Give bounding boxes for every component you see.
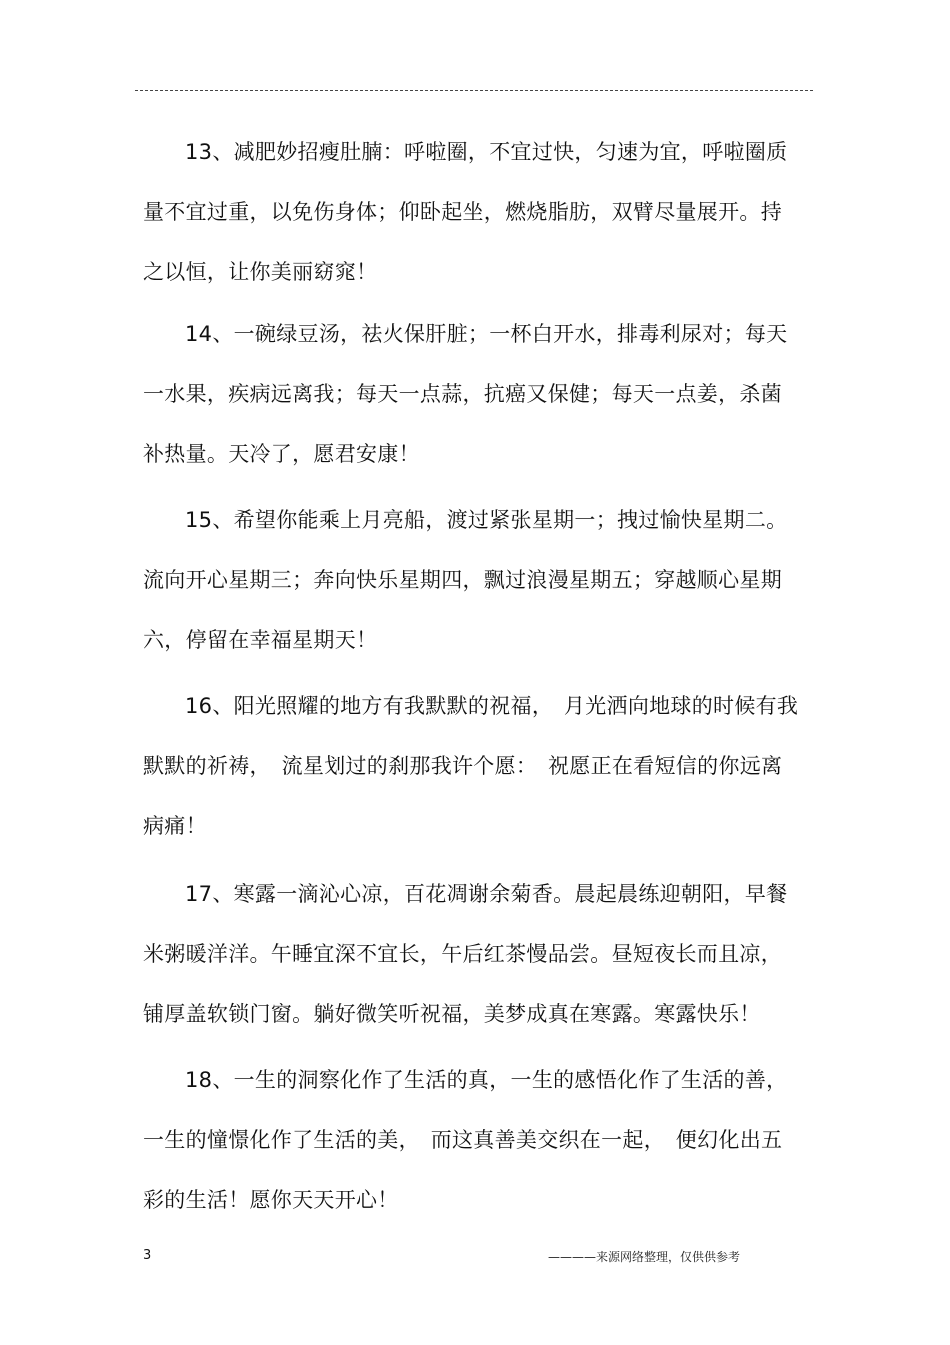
paragraph-17: 17、寒露一滴沁心凉，百花凋谢余菊香。晨起晨练迎朝阳，早餐米粥暖洋洋。午睡宜深不宜长，午后红茶慢品尝。昼短夜长而且凉，铺厚盖软锁门窗。躺好微笑听祝福，美梦成真在寒露。寒露快乐！ (143, 882, 788, 1026)
source-note: ————来源网络整理，仅供供参考 (548, 1250, 741, 1264)
header-divider (135, 90, 813, 91)
document-body (143, 122, 803, 1232)
paragraph-18: 18、一生的洞察化作了生活的真，一生的感悟化作了生活的善，一生的憧憬化作了生活的美， 而这真善美交织在一起， 便幻化出五彩的生活！愿你天天开心！ (143, 1068, 788, 1212)
paragraph-15: 15、希望你能乘上月亮船，渡过紧张星期一；拽过愉快星期二。流向开心星期三；奔向快乐星期四，飘过浪漫星期五；穿越顺心星期六，停留在幸福星期天！ (143, 508, 788, 652)
paragraph-13: 13、减肥妙招瘦肚腩：呼啦圈，不宜过快，匀速为宜，呼啦圈质量不宜过重，以免伤身体；仰卧起坐，燃烧脂肪，双臂尽量展开。持之以恒，让你美丽窈窕！ (143, 140, 788, 284)
paragraph-14: 14、一碗绿豆汤，祛火保肝脏；一杯白开水，排毒利尿对；每天一水果，疾病远离我；每天一点蒜，抗癌又保健；每天一点姜，杀菌补热量。天冷了，愿君安康！ (143, 322, 788, 466)
paragraph-16: 16、阳光照耀的地方有我默默的祝福， 月光洒向地球的时候有我默默的祈祷， 流星划过的刹那我许个愿： 祝愿正在看短信的你远离病痛！ (143, 694, 799, 838)
page-number: 3 (143, 1248, 152, 1263)
